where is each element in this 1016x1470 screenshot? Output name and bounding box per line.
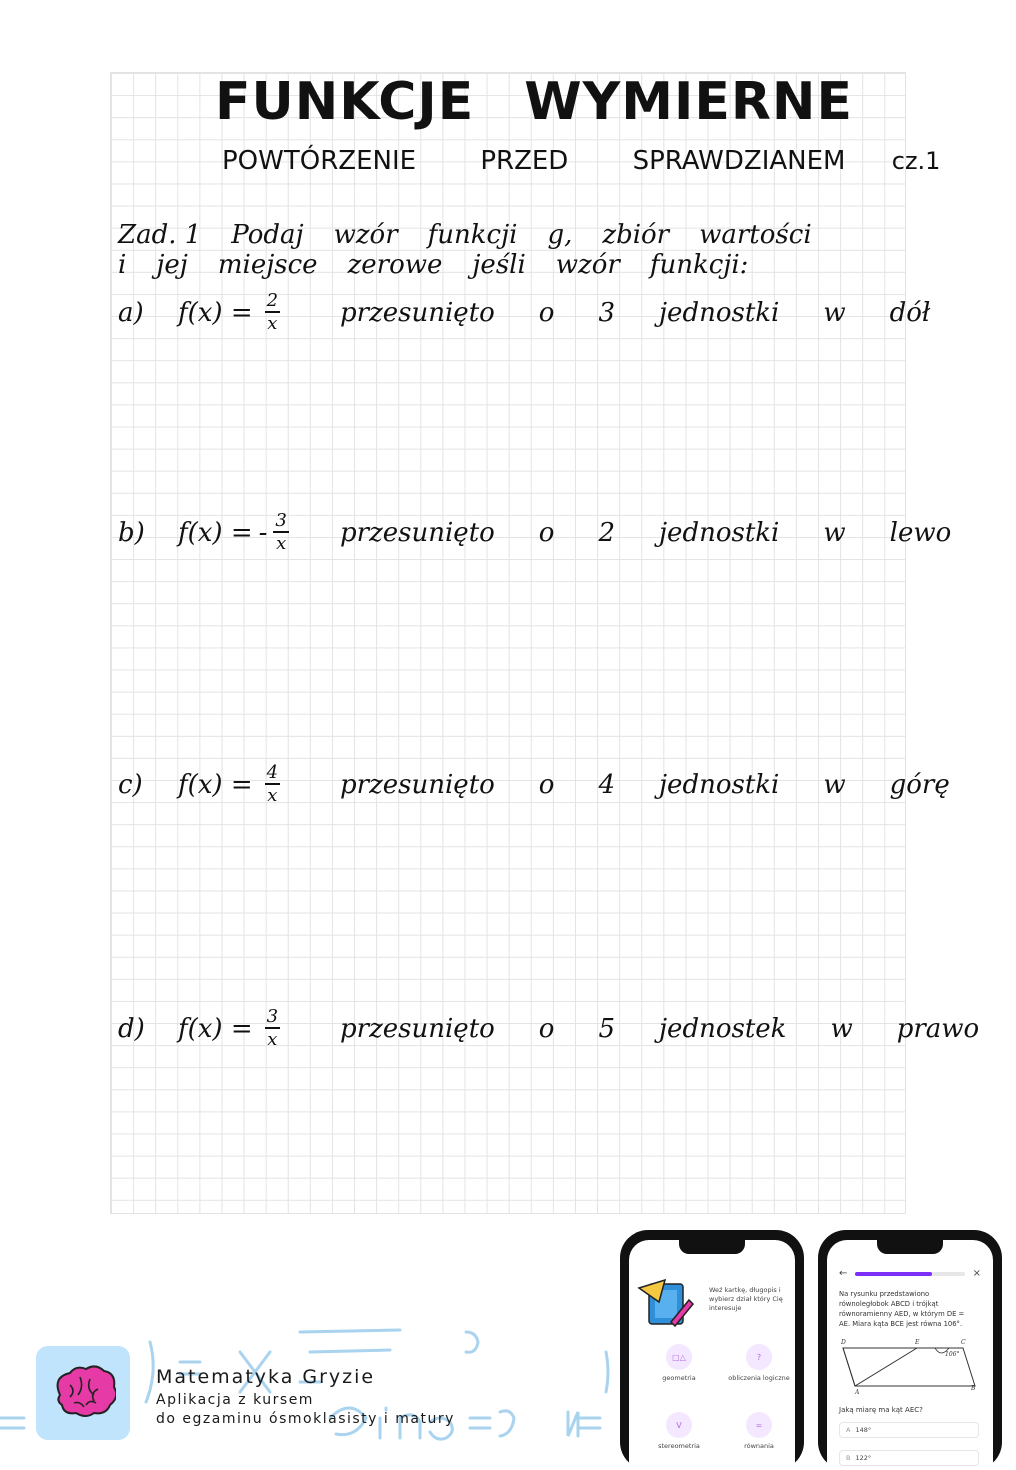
fraction-denominator: x [267, 313, 278, 334]
fraction-numerator: 3 [275, 510, 287, 531]
phone-screen [629, 1240, 795, 1470]
phone-mockup-question [818, 1230, 1002, 1470]
task-word: miejsce [217, 250, 318, 280]
question-text: Na rysunku przedstawiono równoległobok ABCD i trójkąt równoramienny AED, w którym DE = AE. Miara kąta BCE jest równa 106°. [839, 1290, 965, 1328]
phone-mockup-categories [620, 1230, 804, 1470]
task-item-a [118, 292, 974, 333]
question-toolbar [839, 1268, 981, 1279]
task-item-d [118, 1008, 1016, 1049]
category-logic[interactable] [717, 1344, 795, 1382]
task-word: jej [156, 250, 188, 280]
desc-word: górę [889, 769, 950, 800]
task-word: jeśli [472, 250, 526, 280]
function-lhs: f(x) = [178, 297, 253, 328]
parallelogram-figure [839, 1338, 979, 1398]
task-word: wzór [333, 220, 398, 250]
category-stereometry[interactable] [637, 1412, 721, 1450]
task-line-1 [118, 220, 842, 250]
desc-word: przesunięto [340, 517, 495, 548]
desc-word: w [823, 769, 846, 800]
desc-word: o [538, 297, 555, 328]
function-formula [178, 1008, 330, 1049]
page-title [215, 72, 853, 132]
option-value: 148° [855, 1426, 872, 1434]
task-word: Zad. 1 [118, 220, 202, 250]
category-label: równania [744, 1442, 774, 1450]
task-word: zerowe [347, 250, 443, 280]
vertex-c-label: C [961, 1339, 966, 1346]
intro-text: Weź kartkę, długopis i wybierz dział który Cię interesuje [709, 1286, 783, 1313]
phone-screen [827, 1240, 993, 1470]
fraction-numerator: 2 [266, 290, 279, 311]
vertex-e-label: E [915, 1339, 920, 1346]
desc-word: jednostki [659, 297, 780, 328]
task-word: wartości [699, 220, 812, 250]
app-tagline-2: do egzaminu ósmoklasisty i matury [156, 1411, 455, 1427]
desc-word: prawo [896, 1013, 980, 1044]
angle-label: 106° [945, 1351, 960, 1358]
desc-word: dół [889, 297, 931, 328]
desc-word: przesunięto [340, 1013, 495, 1044]
fraction-denominator: x [267, 785, 278, 806]
desc-word: o [538, 769, 555, 800]
category-equations[interactable] [717, 1412, 795, 1450]
vertex-d-label: D [841, 1339, 846, 1346]
function-lhs: f(x) = [178, 1013, 253, 1044]
phone-notch [679, 1240, 745, 1254]
desc-word: w [830, 1013, 853, 1044]
desc-word: przesunięto [340, 297, 495, 328]
subtitle-part: cz.1 [891, 147, 941, 175]
task-word: g, [547, 220, 573, 250]
desc-word: o [538, 1013, 555, 1044]
task-word: i [118, 250, 127, 280]
phone-notch [877, 1240, 943, 1254]
fraction-denominator: x [267, 1029, 278, 1050]
fraction [265, 764, 280, 805]
option-key: B [846, 1454, 851, 1462]
equals-icon: = [746, 1412, 772, 1438]
page-subtitle [222, 146, 940, 176]
task-word: zbiór [602, 220, 670, 250]
answer-option-a[interactable] [839, 1422, 979, 1438]
close-icon[interactable]: × [972, 1268, 981, 1279]
title-word-2: WYMIERNE [524, 72, 853, 132]
desc-word: 2 [598, 517, 615, 548]
progress-bar [855, 1272, 964, 1276]
app-tagline-1: Aplikacja z kursem [156, 1392, 314, 1408]
question-icon: ? [746, 1344, 772, 1370]
fraction [265, 292, 280, 333]
function-sign: - [258, 517, 268, 548]
vertex-a-label: A [855, 1389, 860, 1396]
task-word: wzór [555, 250, 620, 280]
category-label: geometria [662, 1374, 696, 1382]
desc-word: 3 [598, 297, 615, 328]
subtitle-word-2: PRZED [480, 146, 569, 176]
task-line-2 [118, 250, 778, 280]
desc-word: jednostki [659, 517, 780, 548]
desc-word: w [823, 517, 846, 548]
desc-word: o [538, 517, 555, 548]
shift-description [340, 518, 995, 548]
fraction-numerator: 4 [266, 762, 279, 783]
app-logo [36, 1346, 130, 1440]
function-formula [178, 764, 330, 805]
category-geometry[interactable] [637, 1344, 721, 1382]
title-word-1: FUNKCJE [215, 72, 475, 132]
fraction-denominator: x [276, 533, 287, 554]
desc-word: w [823, 297, 846, 328]
function-formula [178, 512, 330, 553]
task-item-c [118, 764, 994, 805]
function-lhs: f(x) = [178, 769, 253, 800]
brain-icon [50, 1365, 116, 1421]
desc-word: jednostek [659, 1013, 787, 1044]
item-label: a) [118, 297, 144, 328]
option-key: A [846, 1426, 851, 1434]
shift-description [340, 298, 974, 328]
option-value: 122° [855, 1454, 872, 1462]
task-item-b [118, 512, 995, 553]
function-formula [178, 292, 330, 333]
task-word: funkcji [427, 220, 518, 250]
desc-word: jednostki [659, 769, 780, 800]
category-label: obliczenia logiczne [728, 1374, 790, 1382]
back-arrow-icon[interactable]: ← [839, 1268, 848, 1279]
function-lhs: f(x) = [178, 517, 253, 548]
item-label: c) [118, 769, 143, 800]
fraction [273, 512, 288, 553]
subtitle-word-1: POWTÓRZENIE [222, 146, 417, 176]
vertex-b-label: B [971, 1385, 976, 1392]
item-label: b) [118, 517, 145, 548]
fraction [265, 1008, 280, 1049]
question-ask: Jaką miarę ma kąt AEC? [839, 1406, 923, 1414]
task-word: Podaj [231, 220, 304, 250]
task-word: funkcji: [649, 250, 749, 280]
subtitle-word-3: SPRAWDZIANEM [632, 146, 846, 176]
shift-description [340, 770, 994, 800]
desc-word: 5 [598, 1013, 615, 1044]
category-label: stereometria [658, 1442, 700, 1450]
ruler-pencil-illustration-icon [637, 1276, 695, 1330]
shapes-icon: □△ [666, 1344, 692, 1370]
app-name: Matematyka Gryzie [156, 1366, 376, 1388]
progress-fill [855, 1272, 931, 1276]
desc-word: lewo [889, 517, 952, 548]
item-label: d) [118, 1013, 145, 1044]
desc-word: przesunięto [340, 769, 495, 800]
fraction-numerator: 3 [266, 1006, 279, 1027]
desc-word: 4 [598, 769, 615, 800]
answer-option-b[interactable] [839, 1450, 979, 1466]
solid-icon: V [666, 1412, 692, 1438]
shift-description [340, 1014, 1016, 1044]
